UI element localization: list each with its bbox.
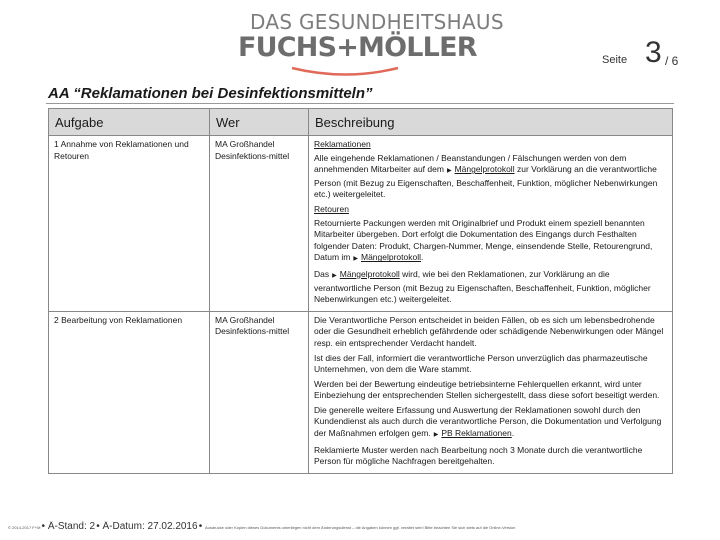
table-header-row <box>49 109 673 136</box>
page-label: Seite <box>602 54 628 66</box>
maengelprotokoll-link[interactable]: Mängelprotokoll <box>361 252 422 263</box>
column-header-task: Aufgabe <box>49 109 210 136</box>
logo-wordmark: FUCHS+MÖLLER <box>238 32 477 63</box>
description-paragraph: Die Verantwortliche Person entscheidet in beiden Fällen, ob es sich um lebensbedrohende oder die Gesundheit erheblich gefährdende oder schädigende Nebenwirkungen oder Mängel resp. ein entsprechender Verdacht handelt. <box>314 314 664 348</box>
arrow-right-icon: ▶ <box>353 256 358 263</box>
description-paragraph <box>314 269 667 306</box>
section-heading-retouren: Retouren <box>314 203 349 214</box>
paragraph-text: Alle eingehende Reklamationen / Beanstandungen / Fälschungen werden von dem annehmenden Mitarbeiter auf dem <box>314 152 627 175</box>
title-divider <box>46 103 674 104</box>
footer-stand: Ä-Stand: 2 <box>47 521 96 532</box>
company-logo <box>238 10 504 78</box>
footer-separator: • <box>41 521 48 532</box>
paragraph-text: . <box>511 428 515 439</box>
description-paragraph <box>314 405 667 442</box>
description-paragraph <box>314 218 667 266</box>
description-paragraph: Reklamierte Muster werden nach Bearbeitung noch 3 Monate durch die verantwortliche Person für mögliche Nachfragen bereitgehalten. <box>314 444 643 467</box>
maengelprotokoll-link[interactable]: Mängelprotokoll <box>339 268 400 279</box>
arrow-right-icon: ▶ <box>433 432 439 439</box>
logo-tagline: DAS GESUNDHEITSHAUS <box>250 10 504 34</box>
column-header-description: Beschreibung <box>309 109 673 136</box>
description-paragraph: Werden bei der Bewertung eindeutige betriebsinterne Fehlerquellen erkannt, wird unter Einbeziehung der entsprechenden Stellen sichergestellt, dass diese sofort beseitigt werden. <box>314 378 660 401</box>
column-header-who: Wer <box>210 109 309 136</box>
section-heading-reklamationen: Reklamationen <box>314 139 371 149</box>
page-total: / 6 <box>665 54 679 68</box>
page-footer <box>8 521 714 532</box>
process-table <box>48 108 673 474</box>
description-paragraph: Ist dies der Fall, informiert die verantwortliche Person unverzüglich das pharmazeutische Unternehmen, von dem die Ware stammt. <box>314 352 648 375</box>
pb-reklamationen-link[interactable]: PB Reklamationen <box>441 428 512 439</box>
table-row <box>49 136 673 312</box>
arrow-right-icon: ▶ <box>332 272 337 279</box>
footer-copyright: © 2014-2017 F+M <box>8 525 41 530</box>
footer-separator: • <box>96 521 103 532</box>
who-cell: MA Großhandel Desinfektions-mittel <box>210 136 309 312</box>
footer-datum: Ä-Datum: 27.02.2016 <box>102 521 198 532</box>
paragraph-text: Retournierte Packungen werden mit Originalbrief und Produkt einem speziell benannten Mitarbeiter übergeben. Dort erfolgt die Dokumentation des Eingangs durch Festhalten folgender Daten: Produkt, Chargen-Nummer, Menge, einsendende Stelle, Retourengrund, Datum im <box>314 217 653 263</box>
arrow-right-icon: ▶ <box>446 168 452 175</box>
task-cell: 2 Bearbeitung von Reklamationen <box>49 311 210 473</box>
who-cell: MA Großhandel Desinfektions-mittel <box>210 311 309 473</box>
maengelprotokoll-link[interactable]: Mängelprotokoll <box>454 164 515 175</box>
description-cell <box>309 311 673 473</box>
document-title: AA “Reklamationen bei Desinfektionsmitteln” <box>48 85 373 102</box>
paragraph-text: Das <box>314 268 330 279</box>
paragraph-text: wird, wie bei den Reklamationen, zur Vorklärung an die verantwortliche Person (mit Bezug zu Eigenschaften, Beschaffenheit, Funktion, möglicher Nebenwirkungen etc.) weitergeleitet. <box>314 268 651 305</box>
paragraph-text: Die generelle weitere Erfassung und Auswertung der Reklamationen sowohl durch den Kundendienst als auch durch die verantwortliche Person, die Dokumentation und Verfolgung der Maßnahmen erfolgen gem. <box>314 404 662 439</box>
task-cell: 1 Annahme von Reklamationen und Retouren <box>49 136 210 312</box>
page-number: 3 <box>645 36 662 69</box>
paragraph-text: zur Vorklärung an die verantwortliche Person (mit Bezug zu Eigenschaften, Beschaffenheit, Funktion, möglicher Nebenwirkungen etc.) weitergeleitet. <box>314 164 658 200</box>
description-cell <box>309 136 673 312</box>
description-paragraph <box>314 153 667 201</box>
footer-separator: • <box>198 521 205 532</box>
paragraph-text: . <box>421 252 424 263</box>
table-row <box>49 311 673 473</box>
footer-disclaimer: Ausdrucke oder Kopien dieses Dokuments unterliegen nicht dem Änderungsdienst – die Angaben können ggf. veraltet sein! Bitte beachten Sie sich stets auf die Online-Version <box>204 525 516 530</box>
logo-swoosh <box>290 65 400 79</box>
